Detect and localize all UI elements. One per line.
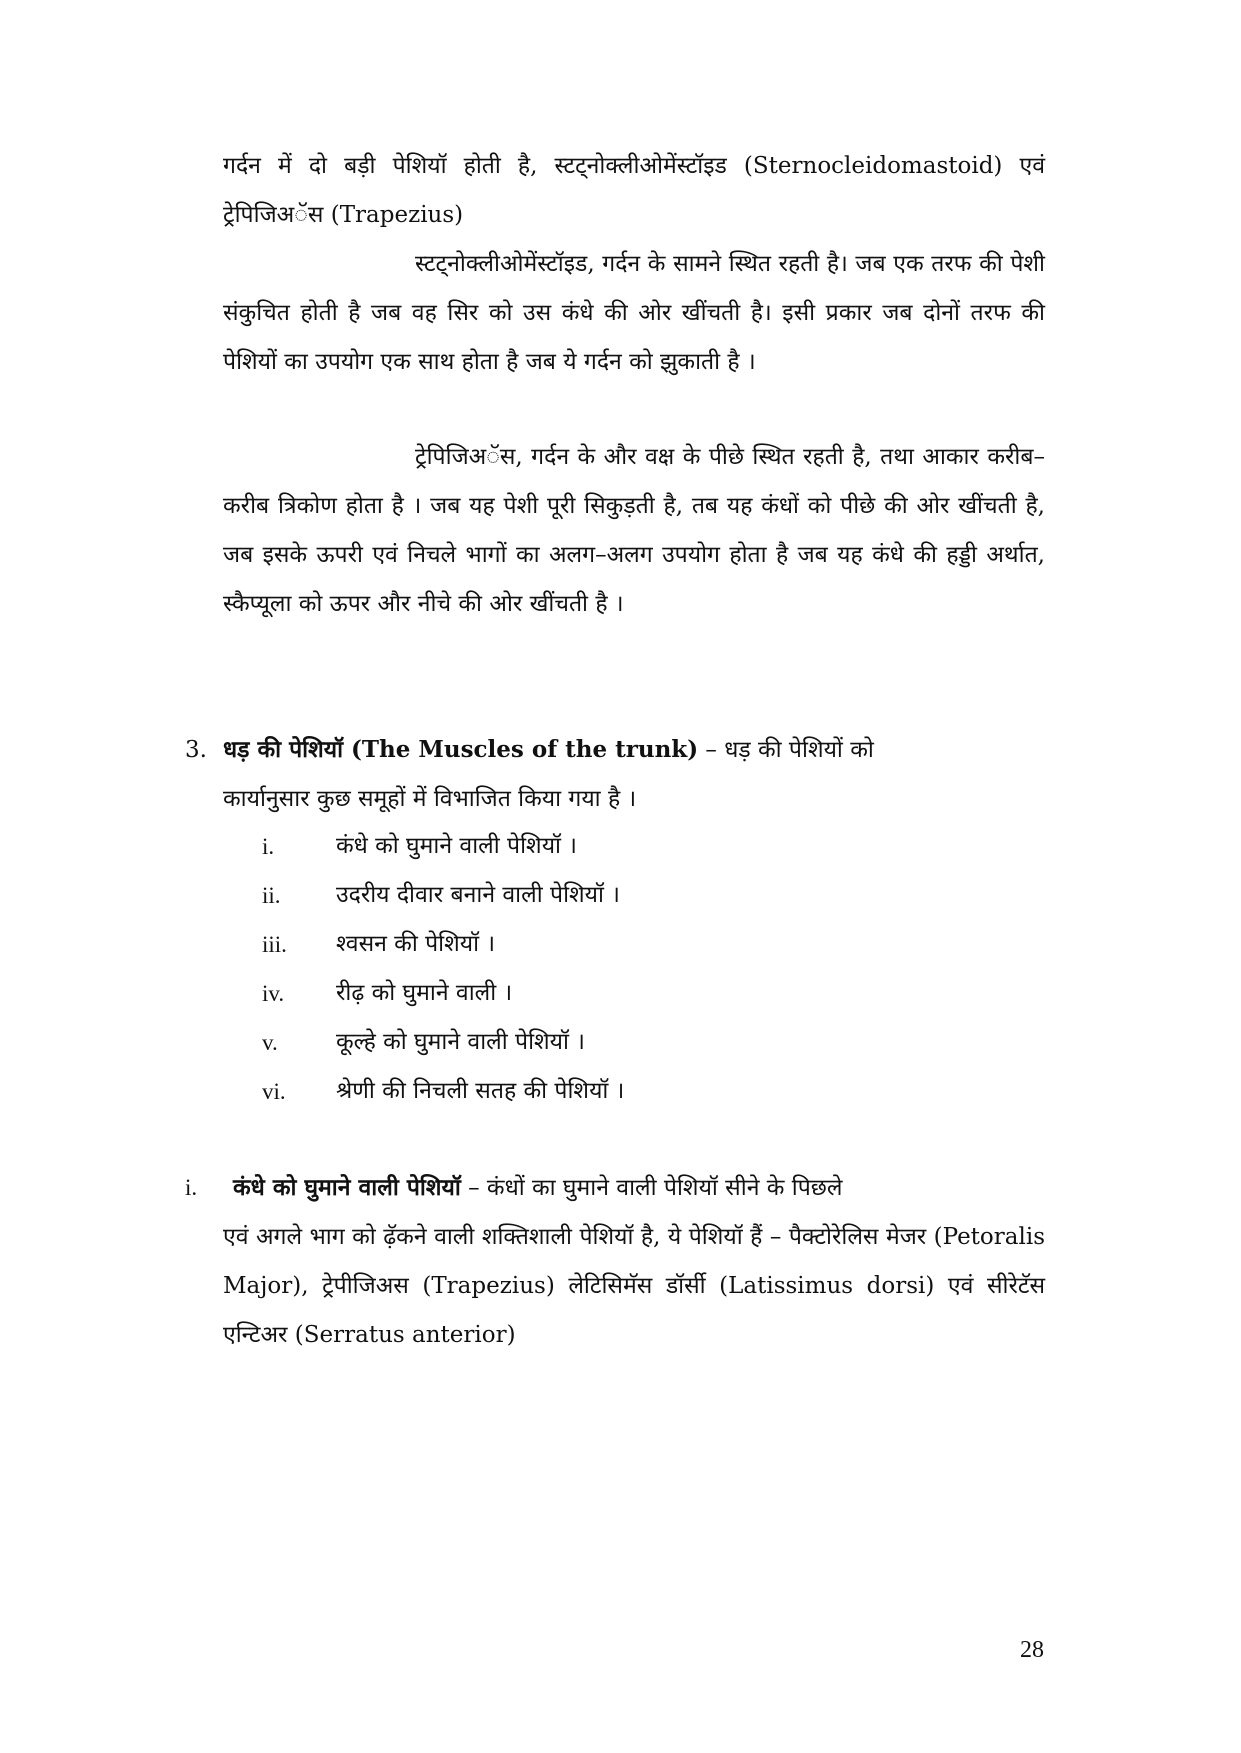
list-item-text: श्वसन की पेशियॉ ।	[336, 931, 496, 957]
subsection-shoulder-muscles	[185, 1163, 1045, 1360]
paragraph-trapezius: ट्रेपिजिअॅस, गर्दन के और वक्ष के पीछे स्थित रहती है, तथा आकार करीब–करीब त्रिकोण होता है । जब यह पेशी पूरी सिकुड़ती है, तब यह कंधों को पीछे की ओर खींचती है, जब इसके ऊपरी एवं निचले भागों का अलग–अलग उपयोग होता है जब यह कंधे की हड्डी अर्थात, स्कैप्यूला को ऊपर और नीचे की ओर खींचती है ।	[223, 444, 1045, 617]
section-text-line2: कार्यानुसार कुछ समूहों में विभाजित किया गया है ।	[223, 786, 637, 812]
subsection-number: i.	[185, 1175, 198, 1200]
list-item-text: रीढ़ को घुमाने वाली ।	[336, 980, 513, 1006]
list-item-number: vi.	[262, 1079, 286, 1104]
section-number: 3.	[185, 737, 207, 763]
section-title: धड़ की पेशियॉ (The Muscles of the trunk)	[223, 736, 699, 763]
list-item-number: iv.	[262, 981, 285, 1006]
list-item	[262, 871, 624, 920]
section-text-line1: – धड़ की पेशियों को	[698, 737, 874, 763]
list-item-number: i.	[262, 834, 275, 859]
subsection-title: कंधे को घुमाने वाली पेशियॉ	[233, 1174, 461, 1201]
page-number: 28	[1020, 1637, 1044, 1663]
list-item-text: कंधे को घुमाने वाली पेशियॉ ।	[336, 833, 578, 859]
list-item-number: iii.	[262, 932, 287, 957]
list-item	[262, 969, 624, 1018]
list-item-number: v.	[262, 1030, 278, 1055]
subsection-text-line1: – कंधों का घुमाने वाली पेशियॉ सीने के पिछले	[460, 1175, 843, 1201]
section-trunk-muscles	[185, 725, 1045, 824]
list-item-text: उदरीय दीवार बनाने वाली पेशियॉ ।	[336, 882, 620, 908]
list-item	[262, 920, 624, 969]
list-item	[262, 1067, 624, 1116]
subsection-text-rest: एवं अगले भाग को ढ़ॅकने वाली शक्तिशाली पेशियॉ है, ये पेशियॉ हैं – पैक्टोरेलिस मेजर (Petoralis Major), ट्रेपीजिअस (Trapezius) लेटिसिमॅस डॉर्सी (Latissimus dorsi) एवं सीरेटॅस एन्टिअर (Serratus anterior)	[223, 1224, 1045, 1348]
list-item	[262, 822, 624, 871]
trunk-muscle-groups-list	[262, 822, 624, 1116]
paragraph-neck-muscles: गर्दन में दो बड़ी पेशियॉ होती है, स्टट्नोक्लीओमेंस्टॉइड (Sternocleidomastoid) एवं ट्रेपिजिअॅस (Trapezius)	[223, 153, 1045, 228]
list-item-text: कूल्हे को घुमाने वाली पेशियॉ ।	[336, 1029, 586, 1055]
list-item-number: ii.	[262, 883, 281, 908]
list-item	[262, 1018, 624, 1067]
paragraph-sternocleidomastoid: स्टट्नोक्लीओमेंस्टॉइड, गर्दन के सामने स्थित रहती है। जब एक तरफ की पेशी संकुचित होती है जब वह सिर को उस कंधे की ओर खींचती है। इसी प्रकार जब दोनों तरफ की पेशियों का उपयोग एक साथ होता है जब ये गर्दन को झुकाती है ।	[223, 251, 1045, 375]
list-item-text: श्रेणी की निचली सतह की पेशियॉ ।	[336, 1078, 625, 1104]
